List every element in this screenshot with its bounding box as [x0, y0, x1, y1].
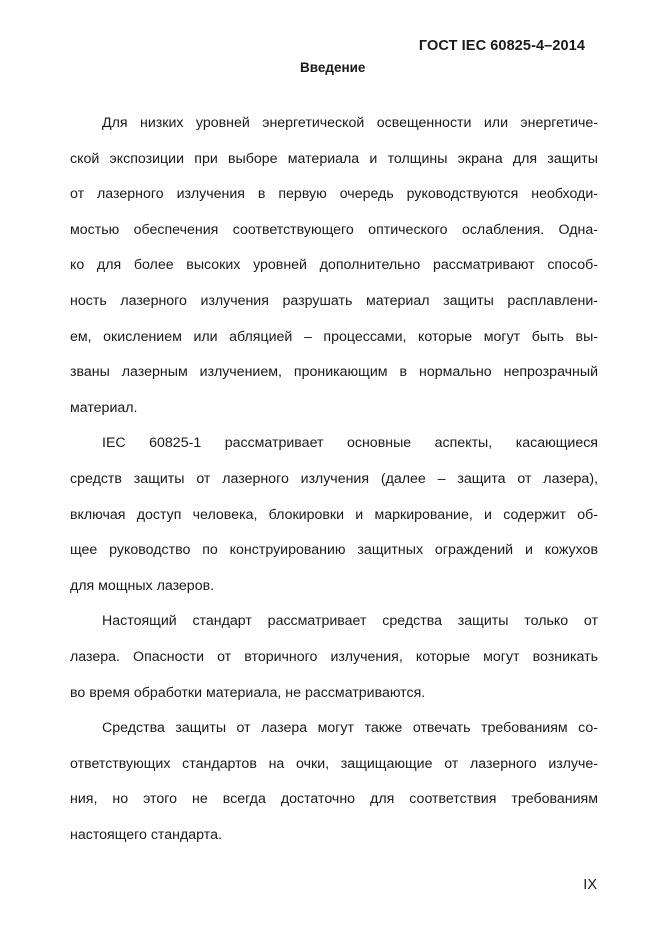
text-line: званы лазерным излучением, проникающим в нормально непрозрачный	[70, 364, 598, 381]
paragraph-3	[70, 604, 598, 711]
text-line: ответствующих стандартов на очки, защищающие от лазерного излуче-	[70, 755, 598, 772]
text-line: IEC 60825-1 рассматривает основные аспекты, касающиеся	[102, 435, 598, 452]
text-line: ем, окислением или абляцией – процессами, которые могут быть вы-	[70, 328, 598, 345]
standard-code: ГОСТ IEC 60825-4–2014	[418, 38, 585, 54]
page-number: IX	[583, 877, 597, 893]
text-line: ность лазерного излучения разрушать материал защиты расплавлени-	[70, 292, 598, 309]
text-line: Средства защиты от лазера могут также отвечать требованиям со-	[102, 720, 598, 737]
text-line: Настоящий стандарт рассматривает средства защиты только от	[102, 613, 598, 630]
text-line: для мощных лазеров.	[70, 577, 215, 594]
paragraph-4	[70, 711, 598, 853]
text-line: лазера. Опасности от вторичного излучения, которые могут возникать	[70, 648, 598, 665]
text-line: ния, но этого не всегда достаточно для соответствия требованиям	[70, 791, 598, 808]
text-line: Для низких уровней энергетической освещенности или энергетиче-	[102, 115, 598, 131]
text-line: щее руководство по конструированию защитных ограждений и кожухов	[70, 542, 598, 559]
text-line: настоящего стандарта.	[70, 826, 222, 843]
paragraph-2	[70, 426, 598, 604]
text-line: ской экспозиции при выборе материала и толщины экрана для защиты	[70, 150, 598, 167]
text-line: включая доступ человека, блокировки и маркирование, и содержит об-	[70, 506, 598, 523]
body-text	[70, 106, 598, 853]
text-line: мостью обеспечения соответствующего оптического ослабления. Одна-	[70, 221, 598, 238]
paragraph-1	[70, 106, 598, 426]
section-title: Введение	[300, 60, 366, 75]
text-line: материал.	[70, 399, 138, 416]
text-line: ко для более высоких уровней дополнительно рассматривают способ-	[70, 257, 598, 274]
text-line: во время обработки материала, не рассматриваются.	[70, 684, 426, 701]
text-line: от лазерного излучения в первую очередь руководствуются необходи-	[70, 186, 598, 203]
text-line: средств защиты от лазерного излучения (далее – защита от лазера),	[70, 470, 598, 487]
